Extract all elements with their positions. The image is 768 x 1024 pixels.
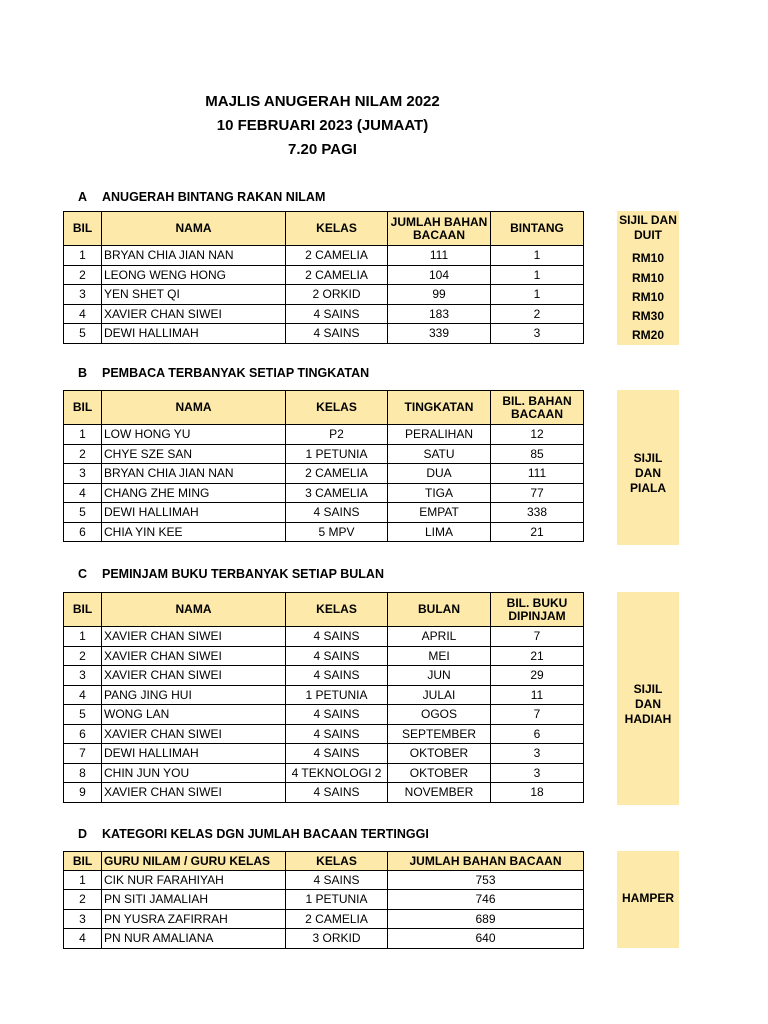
cell-bil: 1 [64,425,102,445]
cell-bil-buku: 3 [491,763,584,783]
cell-jumlah: 183 [388,304,491,324]
cell-bil-buku: 29 [491,666,584,686]
table-header-row [64,391,584,425]
table-row [64,444,584,464]
section-d-award-column [617,851,679,948]
cell-bil: 4 [64,304,102,324]
cell-nama: DEWI HALLIMAH [102,744,286,764]
section-b-title: PEMBACA TERBANYAK SETIAP TINGKATAN [102,366,370,380]
cell-kelas: 4 SAINS [286,783,388,803]
column-header: GURU NILAM / GURU KELAS [102,852,286,871]
cell-nama: XAVIER CHAN SIWEI [102,304,286,324]
column-header: BULAN [388,593,491,627]
table-row [64,705,584,725]
award-value: RM10 [631,271,664,285]
table-row [64,666,584,686]
section-a-table [63,211,584,344]
table-row [64,627,584,647]
cell-jumlah: 99 [388,285,491,305]
cell-bil: 5 [64,503,102,523]
cell-bil: 1 [64,627,102,647]
cell-jumlah: 753 [388,870,584,890]
cell-bil-bahan: 85 [491,444,584,464]
award-value: RM10 [631,290,664,304]
cell-nama: YEN SHET QI [102,285,286,305]
table-row [64,870,584,890]
table-row [64,246,584,266]
cell-bil: 9 [64,783,102,803]
cell-guru: PN YUSRA ZAFIRRAH [102,909,286,929]
cell-bil-bahan: 77 [491,483,584,503]
cell-jumlah: 640 [388,929,584,949]
table-row [64,763,584,783]
cell-jumlah: 104 [388,265,491,285]
cell-bulan: JUN [388,666,491,686]
cell-bulan: APRIL [388,627,491,647]
cell-guru: PN NUR AMALIANA [102,929,286,949]
cell-bulan: OKTOBER [388,744,491,764]
cell-nama: CHIA YIN KEE [102,522,286,542]
cell-bil: 3 [64,909,102,929]
cell-bil: 6 [64,522,102,542]
cell-bil-bahan: 21 [491,522,584,542]
cell-jumlah: 111 [388,246,491,266]
cell-kelas: 2 CAMELIA [286,265,388,285]
table-row [64,724,584,744]
cell-nama: CHYE SZE SAN [102,444,286,464]
column-header: NAMA [102,212,286,246]
cell-bulan: JULAI [388,685,491,705]
cell-bil-buku: 3 [491,744,584,764]
table-row [64,425,584,445]
cell-bil: 3 [64,285,102,305]
column-header: BINTANG [491,212,584,246]
column-header: KELAS [286,212,388,246]
cell-kelas: 2 CAMELIA [286,909,388,929]
cell-nama: DEWI HALLIMAH [102,324,286,344]
cell-bulan: OGOS [388,705,491,725]
cell-bil: 4 [64,929,102,949]
table-header-row [64,852,584,871]
table-row [64,929,584,949]
cell-guru: PN SITI JAMALIAH [102,890,286,910]
cell-kelas: 4 SAINS [286,666,388,686]
cell-kelas: 4 SAINS [286,324,388,344]
table-row [64,483,584,503]
award-label: SIJIL DAN PIALA [630,451,666,495]
section-b-table [63,390,584,542]
column-header: BIL. BUKU DIPINJAM [491,593,584,627]
section-c-title: PEMINJAM BUKU TERBANYAK SETIAP BULAN [102,567,384,581]
cell-nama: LEONG WENG HONG [102,265,286,285]
cell-bil: 1 [64,870,102,890]
cell-nama: XAVIER CHAN SIWEI [102,666,286,686]
cell-nama: WONG LAN [102,705,286,725]
cell-guru: CIK NUR FARAHIYAH [102,870,286,890]
cell-tingkatan: PERALIHAN [388,425,491,445]
cell-kelas: P2 [286,425,388,445]
table-header-row [64,212,584,246]
cell-bil: 5 [64,705,102,725]
cell-nama: XAVIER CHAN SIWEI [102,627,286,647]
section-a-title: ANUGERAH BINTANG RAKAN NILAM [102,190,326,204]
event-time: 7.20 PAGI [288,141,357,158]
column-header: BIL [64,391,102,425]
cell-kelas: 3 ORKID [286,929,388,949]
table-row [64,304,584,324]
cell-bil: 4 [64,685,102,705]
cell-tingkatan: TIGA [388,483,491,503]
cell-bil: 6 [64,724,102,744]
table-row [64,503,584,523]
table-row [64,783,584,803]
cell-kelas: 4 TEKNOLOGI 2 [286,763,388,783]
cell-jumlah: 339 [388,324,491,344]
cell-bil: 8 [64,763,102,783]
table-row [64,522,584,542]
cell-bil-bahan: 111 [491,464,584,484]
cell-bil: 2 [64,265,102,285]
award-value: RM20 [631,328,664,342]
cell-bintang: 1 [491,285,584,305]
cell-nama: DEWI HALLIMAH [102,503,286,523]
event-date: 10 FEBRUARI 2023 (JUMAAT) [216,117,429,134]
table-row [64,685,584,705]
cell-bil: 5 [64,324,102,344]
column-header: JUMLAH BAHAN BACAAN [388,212,491,246]
cell-nama: LOW HONG YU [102,425,286,445]
cell-kelas: 2 CAMELIA [286,246,388,266]
table-row [64,646,584,666]
column-header: BIL [64,593,102,627]
table-row [64,744,584,764]
cell-nama: XAVIER CHAN SIWEI [102,646,286,666]
column-header: KELAS [286,852,388,871]
section-c-award-column [617,592,679,805]
table-row [64,265,584,285]
column-header: NAMA [102,593,286,627]
cell-kelas: 2 ORKID [286,285,388,305]
cell-bil: 2 [64,444,102,464]
section-d-letter: D [78,827,88,841]
section-c-table [63,592,584,803]
table-row [64,890,584,910]
table-row [64,285,584,305]
cell-kelas: 4 SAINS [286,304,388,324]
cell-bil-buku: 7 [491,705,584,725]
cell-bil-buku: 6 [491,724,584,744]
cell-tingkatan: SATU [388,444,491,464]
cell-bil: 3 [64,464,102,484]
cell-nama: XAVIER CHAN SIWEI [102,783,286,803]
column-header: BIL. BAHAN BACAAN [491,391,584,425]
cell-bil-buku: 18 [491,783,584,803]
cell-kelas: 1 PETUNIA [286,685,388,705]
section-c-letter: C [78,567,88,581]
cell-bintang: 2 [491,304,584,324]
cell-kelas: 4 SAINS [286,627,388,647]
cell-bulan: MEI [388,646,491,666]
award-header: SIJIL DAN DUIT [619,213,677,242]
cell-kelas: 1 PETUNIA [286,890,388,910]
cell-kelas: 4 SAINS [286,503,388,523]
award-value: RM30 [631,309,664,323]
cell-kelas: 4 SAINS [286,646,388,666]
column-header: NAMA [102,391,286,425]
cell-kelas: 4 SAINS [286,705,388,725]
cell-nama: CHIN JUN YOU [102,763,286,783]
column-header: BIL [64,212,102,246]
section-d-title: KATEGORI KELAS DGN JUMLAH BACAAN TERTINGGI [102,827,429,841]
cell-bulan: SEPTEMBER [388,724,491,744]
cell-bil-bahan: 12 [491,425,584,445]
cell-bintang: 1 [491,246,584,266]
section-b-award-column [617,390,679,545]
cell-kelas: 4 SAINS [286,870,388,890]
cell-bintang: 1 [491,265,584,285]
cell-kelas: 2 CAMELIA [286,464,388,484]
cell-nama: BRYAN CHIA JIAN NAN [102,464,286,484]
cell-bulan: OKTOBER [388,763,491,783]
cell-nama: BRYAN CHIA JIAN NAN [102,246,286,266]
cell-jumlah: 746 [388,890,584,910]
table-row [64,464,584,484]
award-label: SIJIL DAN HADIAH [624,682,672,726]
cell-tingkatan: LIMA [388,522,491,542]
column-header: JUMLAH BAHAN BACAAN [388,852,584,871]
column-header: TINGKATAN [388,391,491,425]
cell-nama: XAVIER CHAN SIWEI [102,724,286,744]
cell-bil: 1 [64,246,102,266]
section-d-table [63,851,584,949]
cell-bintang: 3 [491,324,584,344]
cell-bil-buku: 7 [491,627,584,647]
column-header: KELAS [286,593,388,627]
cell-tingkatan: DUA [388,464,491,484]
cell-kelas: 4 SAINS [286,724,388,744]
event-title: MAJLIS ANUGERAH NILAM 2022 [205,93,440,110]
cell-kelas: 4 SAINS [286,744,388,764]
cell-jumlah: 689 [388,909,584,929]
cell-bulan: NOVEMBER [388,783,491,803]
section-a-letter: A [78,190,88,204]
cell-tingkatan: EMPAT [388,503,491,523]
award-value: RM10 [631,251,664,265]
cell-nama: CHANG ZHE MING [102,483,286,503]
table-row [64,324,584,344]
cell-bil: 4 [64,483,102,503]
table-header-row [64,593,584,627]
cell-bil-buku: 21 [491,646,584,666]
cell-bil-bahan: 338 [491,503,584,523]
column-header: KELAS [286,391,388,425]
cell-kelas: 1 PETUNIA [286,444,388,464]
section-b-letter: B [78,366,88,380]
cell-bil: 7 [64,744,102,764]
cell-bil: 3 [64,666,102,686]
cell-kelas: 3 CAMELIA [286,483,388,503]
section-a-award-column [617,211,679,345]
table-row [64,909,584,929]
column-header: BIL [64,852,102,871]
cell-kelas: 5 MPV [286,522,388,542]
cell-nama: PANG JING HUI [102,685,286,705]
award-label: HAMPER [621,891,674,905]
cell-bil-buku: 11 [491,685,584,705]
cell-bil: 2 [64,890,102,910]
cell-bil: 2 [64,646,102,666]
